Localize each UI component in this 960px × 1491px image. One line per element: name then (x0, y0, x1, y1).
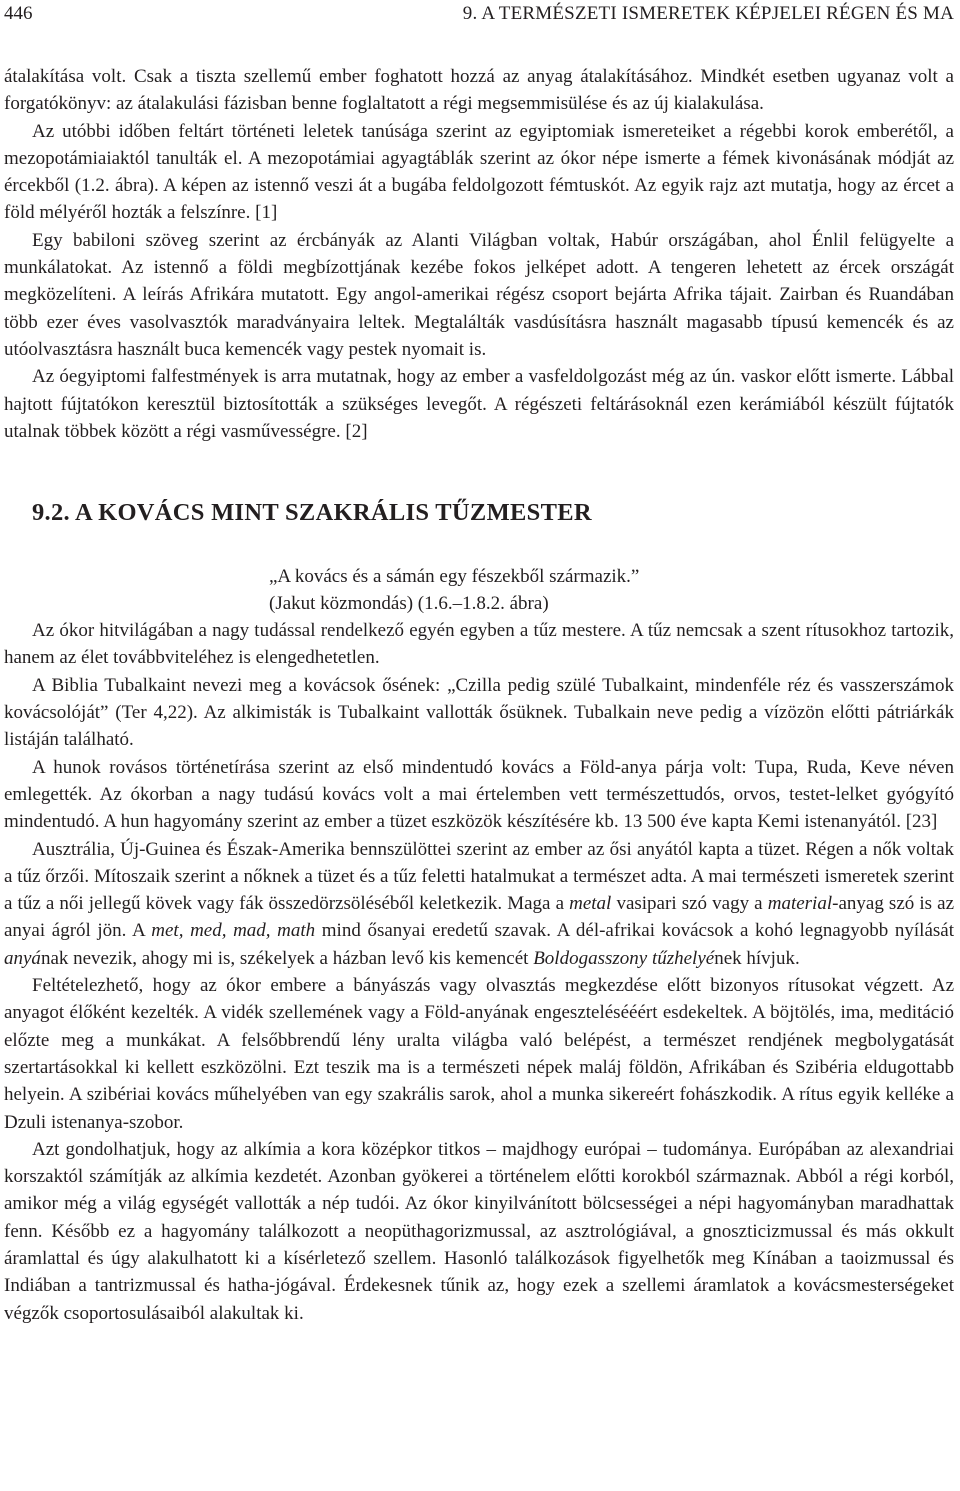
paragraph: Azt gondolhatjuk, hogy az alkímia a kora középkor titkos – majdhogy európai – tudománya. Európában az alexandriai korszaktól számítják az alkímia kezdetét. Azonban gyökerei a történelem előtti korokból származnak. Abból a régi korból, amikor még a világ egységét vallották a nép tudói. Az ókor kinyilvánított bölcsességei a népi hagyományban maradhattak fenn. Később ez a hagyomány találkozott a neopüthagorizmussal, az asztrológiával, a gnoszticizmussal és más okkult áramlattal és úgy alakulhatott ki a kísérletező szellem. Hasonló találkozások figyelhetők meg Kínában a taoizmussal és Indiában a tantrizmussal és hatha-jógával. Érdekesnek tűnik az, hogy ezek a szellemi áramlatok a kovácsmesterségeket végzők csoportosulásaiból alakultak ki. (4, 1138, 954, 1324)
paragraph: Feltételezhető, hogy az ókor embere a bányászás vagy olvasztás megkezdése előtt bizonyos rítusokat végzett. Az anyagot élőként kezelték. A vidék szellemének vagy a Föld-anyának engesztelésééért esdekeltek. A böjtölés, ima, meditáció előzte meg a munkákat. A felsőbbrendű lény uralta világba való belépést, a természet rendjének megbolygatását szertartásokkal ki kellett eszközölni. Ezt teszik ma is a természeti népek maláj földön, Afrikában és Szibéria eldugottabb helyein. A szibériai kovács műhelyében van egy szakrális sarok, ahol a munka sikereért fohászkodik. A rítus egyik kelléke a Dzuli istenanya-szobor. (4, 975, 954, 1133)
text-run: nak nevezik, ahogy mi is, székelyek a házban levő kis kemencét (40, 947, 534, 969)
paragraph: Az ókor hitvilágában a nagy tudással rendelkező egyén egyben a tűz mestere. A tűz nemcsak a szent rítusokhoz tartozik, hanem az élet továbbviteléhez is elengedhetetlen. (4, 620, 954, 669)
paragraph: A Biblia Tubalkaint nevezi meg a kovácsok ősének: „Czilla pedig szülé Tubalkaint, mindenféle réz és vasszerszámok kovácsolóját” (Ter 4,22). Az alkimisták is Tubalkaint vallották ősüknek. Tubalkain neve pedig a vízözön előtti pátriárkák listáján található. (4, 674, 954, 751)
text-run: nek hívjuk. (714, 947, 800, 969)
paragraph-with-italics (4, 836, 954, 972)
text-run: mind ősanyai eredetű szavak. A dél-afrikai kovácsok a kohó legnagyobb nyílását (315, 920, 954, 942)
italic-term: material (767, 893, 833, 915)
motto-source: (Jakut közmondás) (1.6.–1.8.2. ábra) (269, 593, 549, 615)
paragraph: A hunok rovásos történetírása szerint az első mindentudó kovács a Föld-anya párja volt: Tupa, Ruda, Keve néven emlegették. Az ókorban a nagy tudású kovács volt a mai értelemben vett természettudós, orvos, testet-lelket gyógyító mindentudó. A hun hagyomány szerint az ember a tüzet eszközök készítésére kb. 13 500 éve kapta Kemi istenanyától. [23] (4, 756, 954, 833)
page-number: 446 (4, 3, 33, 24)
paragraph: Az óegyiptomi falfestmények is arra mutatnak, hogy az ember a vasfeldolgozást még az ún. vaskor előtt ismerte. Lábbal hajtott fújtatókon keresztül biztosították a szükséges levegőt. A régészeti feltárásoknál ezen kerámiából készült fújtatók utalnak többek között a régi vasművességre. [2] (4, 366, 954, 442)
running-title: 9. A TERMÉSZETI ISMERETEK KÉPJELEI RÉGEN ÉS MA (462, 3, 954, 24)
page-header (4, 3, 954, 25)
text-block-top (4, 63, 954, 445)
motto-quote: „A kovács és a sámán egy fészekből származik.” (269, 566, 640, 588)
italic-term: Boldogasszony tűzhelyé (533, 947, 715, 969)
text-block-main (4, 617, 954, 1327)
italic-term: anyá (4, 947, 41, 969)
motto (269, 563, 954, 617)
paragraph: átalakítása volt. Csak a tiszta szellemű ember foghatott hozzá az anyag átalakításához. Mindkét esetben ugyanaz volt a forgatókönyv: az átalakulási fázisban benne foglaltatott a régi megsemmisülése és az új kialakulása. (4, 66, 954, 115)
text-run: vasipari szó vagy a (611, 893, 768, 915)
text-run: -anyag szó is az anyai ágról jön. A (4, 893, 955, 942)
paragraph: Az utóbbi időben feltárt történeti leletek tanúsága szerint az egyiptomiak ismereteiket a régebbi korok emberétől, a mezopotámiaiaktól tanulták el. A mezopotámiai agyagtáblák szerint az ókor népe ismerte a fémek kivonásának módját az ércekből (1.2. ábra). A képen az istennő veszi át a bugába feldolgozott fémtuskót. Az egyik rajz azt mutatja, hogy az ércet a föld mélyéről hozták a felszínre. [1] (4, 120, 954, 224)
section-title: 9.2. A KOVÁCS MINT SZAKRÁLIS TŰZMESTER (32, 499, 592, 527)
text-run: Ausztrália, Új-Guinea és Észak-Amerika bennszülöttei szerint az ember az ősi anyától kapta a tüzet. Régen a nők voltak a tűz őrzői. Mítoszaik szerint a nőknek a tüzet és a tűz feletti hatalmukat a természet adta. A mai természeti ismeretek szerint a tűz a női jellegű kövek vagy fák összedörzsöléséből keletkezik. Maga a (4, 838, 954, 915)
italic-term: metal (569, 893, 612, 915)
page-body (4, 63, 954, 1327)
italic-term: met, med, mad, math (151, 920, 316, 942)
paragraph: Egy babiloni szöveg szerint az ércbányák az Alanti Világban voltak, Habúr országában, ahol Énlil felügyelte a munkálatokat. Az istennő a földi megbízottjának kezébe fokos jelképet adott. A tengeren lehetett az ércek országát megközelíteni. A leírás Afrikára mutatott. Egy angol-amerikai régész csoport bejárta Afrika tájait. Zairban és Ruandában több ezer éves vasolvasztók maradványaira leltek. Megtalálták vasdúsításra használt magasabb típusú kemencék és az utóolvasztásra használt buca kemencék vagy pestek nyomait is. (4, 229, 954, 360)
